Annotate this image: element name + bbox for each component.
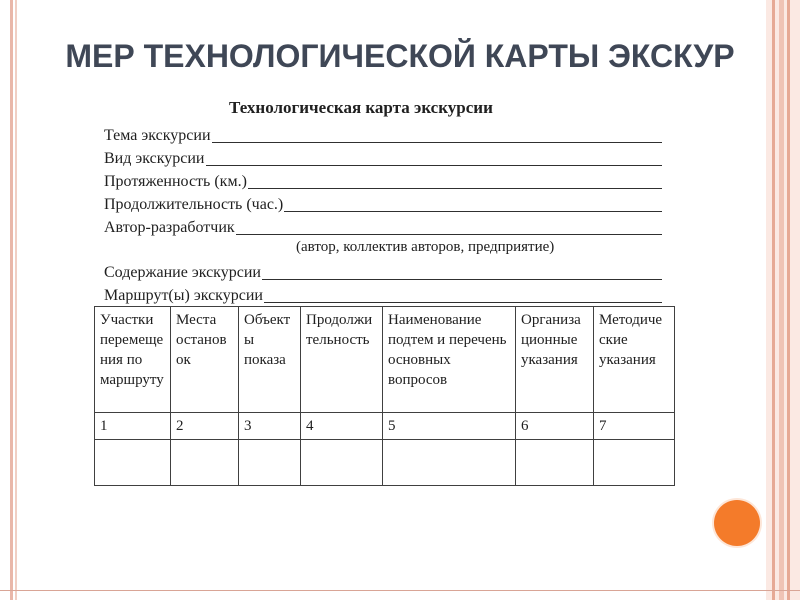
- field-author: [104, 217, 662, 237]
- field-blank: [236, 234, 662, 235]
- table-empty-cell: [383, 440, 516, 486]
- field-blank: [264, 302, 662, 303]
- field-type: [104, 148, 662, 168]
- table-header-cell: Участки перемещения по маршруту: [95, 307, 171, 413]
- table-empty-cell: [594, 440, 675, 486]
- table-number-cell: 6: [516, 413, 594, 440]
- table-number-cell: 3: [239, 413, 301, 440]
- left-border-stripe-inner: [15, 0, 17, 600]
- left-border-stripe: [10, 0, 13, 600]
- table-number-cell: 4: [301, 413, 383, 440]
- field-blank: [262, 279, 662, 280]
- field-blank: [248, 188, 662, 189]
- table-header-cell: Методические указания: [594, 307, 675, 413]
- table-empty-cell: [95, 440, 171, 486]
- author-note: (автор, коллектив авторов, предприятие): [296, 239, 555, 255]
- table-empty-cell: [516, 440, 594, 486]
- table-header-cell: Продолжительность: [301, 307, 383, 413]
- table-empty-cell: [301, 440, 383, 486]
- excursion-map-table: [94, 306, 675, 486]
- field-blank: [206, 165, 663, 166]
- right-border-stripe: [779, 0, 784, 600]
- field-label: Протяженность (км.): [104, 173, 247, 190]
- slide-title: МЕР ТЕХНОЛОГИЧЕСКОЙ КАРТЫ ЭКСКУР: [65, 38, 735, 74]
- table-header-cell: Наименование подтем и перечень основных вопросов: [383, 307, 516, 413]
- table-header-cell: Организационные указания: [516, 307, 594, 413]
- orange-circle-decoration: [714, 500, 760, 546]
- field-label: Содержание экскурсии: [104, 264, 261, 281]
- table-number-row: [95, 413, 675, 440]
- right-border-stripe: [772, 0, 775, 600]
- document-title: Технологическая карта экскурсии: [229, 98, 493, 117]
- field-route: [104, 285, 662, 305]
- field-label: Вид экскурсии: [104, 150, 205, 167]
- table-empty-cell: [171, 440, 239, 486]
- table-header-cell: Объекты показа: [239, 307, 301, 413]
- table-number-cell: 2: [171, 413, 239, 440]
- field-label: Тема экскурсии: [104, 127, 211, 144]
- table-number-cell: 5: [383, 413, 516, 440]
- table-header-row: [95, 307, 675, 413]
- table-number-cell: 1: [95, 413, 171, 440]
- field-label: Автор-разработчик: [104, 219, 235, 236]
- bottom-divider: [0, 590, 800, 591]
- field-label: Маршрут(ы) экскурсии: [104, 287, 263, 304]
- table-empty-cell: [239, 440, 301, 486]
- field-duration: [104, 194, 662, 214]
- field-topic: [104, 125, 662, 145]
- table-empty-row: [95, 440, 675, 486]
- table-header-cell: Места остановок: [171, 307, 239, 413]
- right-border-stripe: [787, 0, 790, 600]
- field-label: Продолжительность (час.): [104, 196, 284, 213]
- field-content: [104, 262, 662, 282]
- field-blank: [212, 142, 663, 143]
- field-length: [104, 171, 662, 191]
- table-number-cell: 7: [594, 413, 675, 440]
- field-blank: [284, 211, 662, 212]
